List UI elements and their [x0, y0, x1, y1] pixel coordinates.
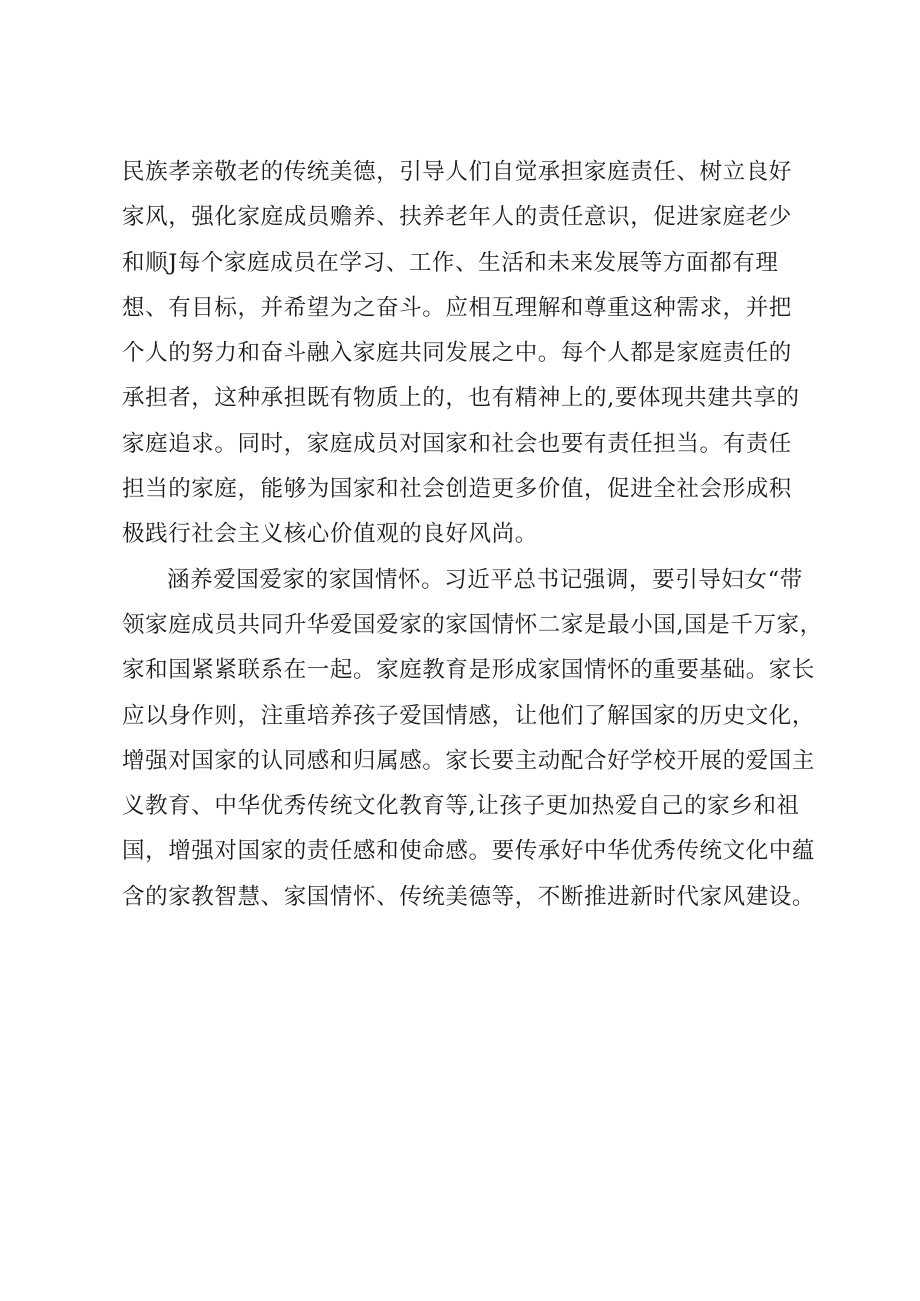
paragraph-1-line-4: 想、有目标，并希望为之奋斗。应相互理解和尊重这种需求，并把 — [122, 294, 792, 321]
paragraph-2-line-2: 领家庭成员共同升华爱国爱家的家国情怀二家是最小国,国是千万家， — [122, 611, 823, 638]
paragraph-2-line-4: 应以身作则，注重培养孩子爱国情感，让他们了解国家的历史文化， — [122, 702, 816, 729]
paragraph-1-line-8: 担当的家庭，能够为国家和社会创造更多价值，促进全社会形成积 — [122, 476, 792, 503]
paragraph-1-line-3: 和顺J每个家庭成员在学习、工作、生活和未来发展等方面都有理 — [122, 249, 779, 276]
document-body — [122, 150, 822, 920]
paragraph-2-line-7: 国，增强对国家的责任感和使命感。要传承好中华优秀传统文化中蕴 — [122, 838, 816, 865]
paragraph-1-line-2: 家风，强化家庭成员赡养、扶养老年人的责任意识，促进家庭老少 — [122, 204, 792, 231]
paragraph-1-line-9: 极践行社会主义核心价值观的良好风尚。 — [122, 521, 538, 548]
paragraph-1-line-5: 个人的努力和奋斗融入家庭共同发展之中。每个人都是家庭责任的 — [122, 340, 792, 367]
paragraph-2-line-8: 含的家教智慧、家国情怀、传统美德等，不断推进新时代家风建设。 — [122, 883, 816, 910]
paragraph-2-line-5: 增强对国家的认同感和归属感。家长要主动配合好学校开展的爱国主 — [122, 747, 816, 774]
paragraph-2-line-6: 义教育、中华优秀传统文化教育等,让孩子更加热爱自己的家乡和祖 — [122, 793, 800, 820]
paragraph-1-line-1: 民族孝亲敬老的传统美德，引导人们自觉承担家庭责任、树立良好 — [122, 159, 792, 185]
paragraph-1-line-6: 承担者，这种承担既有物质上的，也有精神上的,要体现共建共享的 — [122, 385, 800, 412]
paragraph-1-line-7: 家庭追求。同时，家庭成员对国家和社会也要有责任担当。有责任 — [122, 430, 792, 457]
paragraph-2-line-3: 家和国紧紧联系在一起。家庭教育是形成家国情怀的重要基础。家长 — [122, 657, 816, 684]
paragraph-2-line-1: 涵养爱国爱家的家国情怀。习近平总书记强调，要引导妇女“带 — [167, 566, 803, 593]
